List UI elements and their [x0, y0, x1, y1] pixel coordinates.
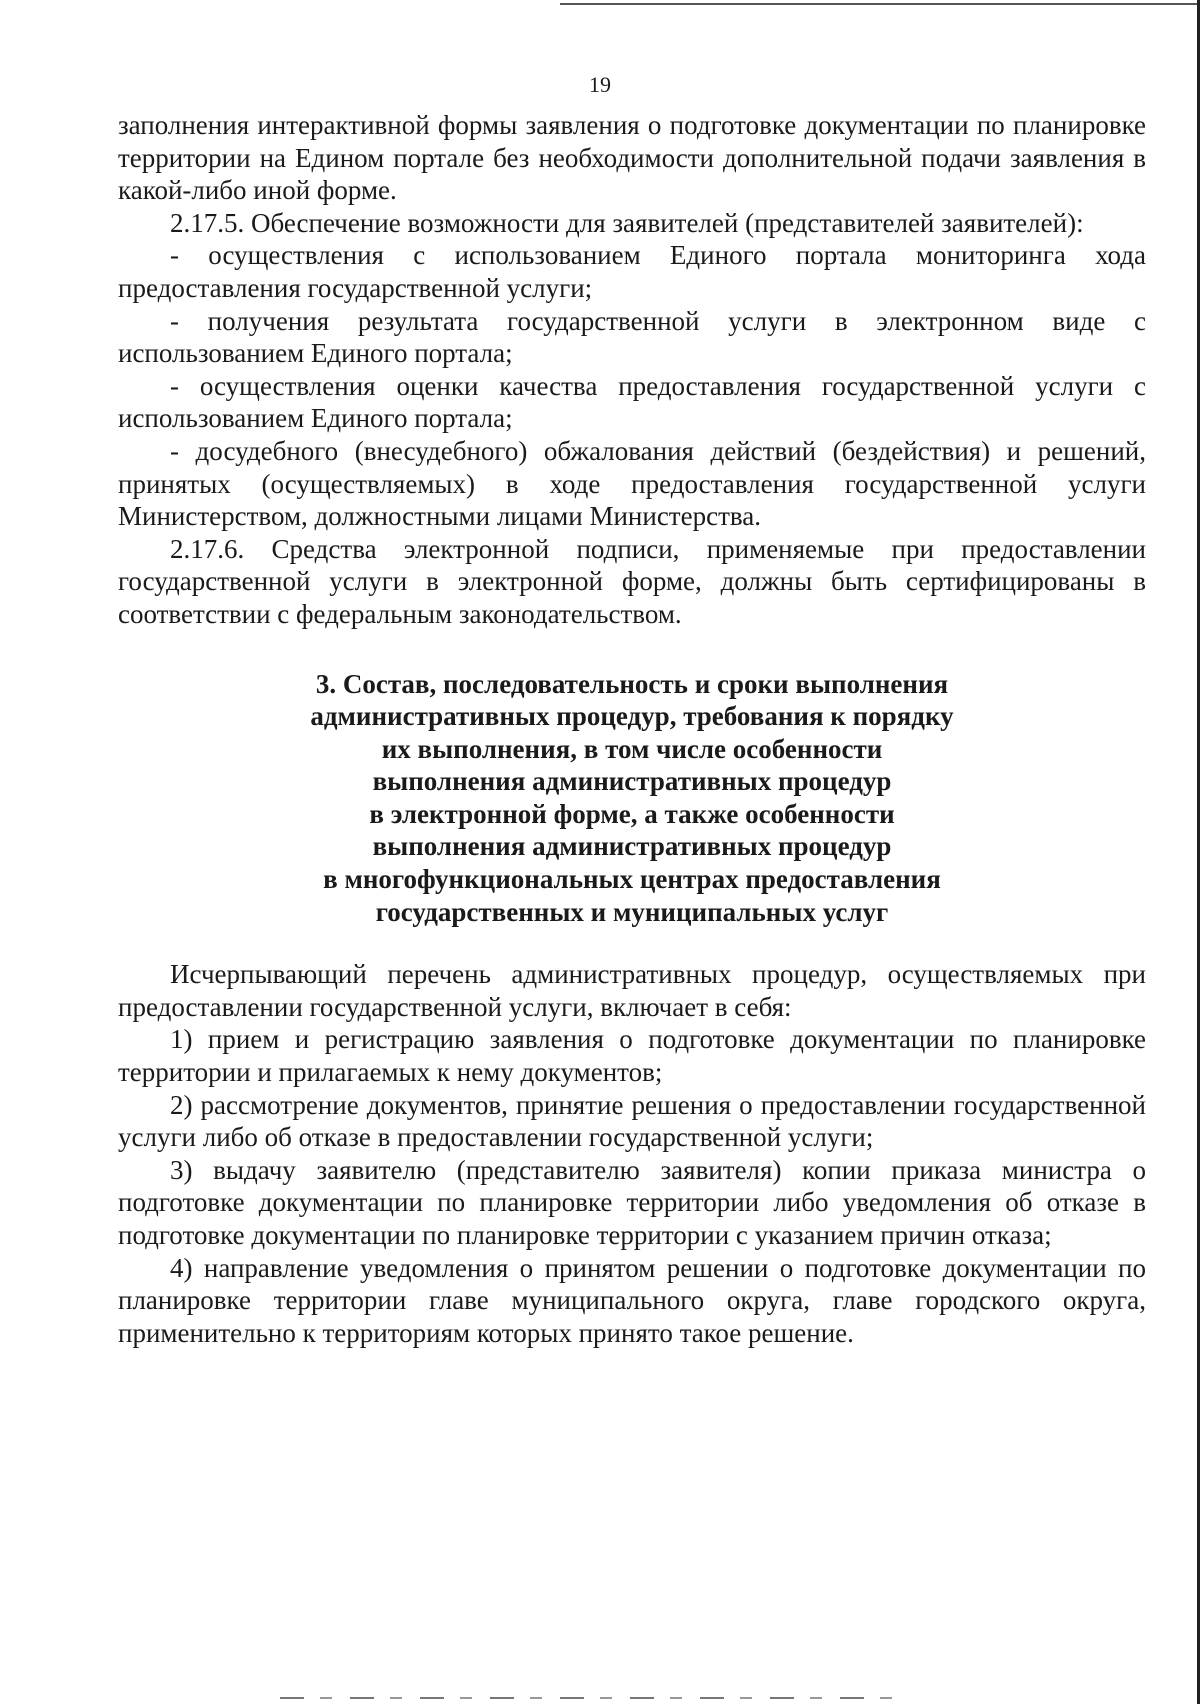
heading-line: административных процедур, требования к порядку — [310, 701, 954, 732]
heading-line: государственных и муниципальных услуг — [375, 896, 889, 927]
paragraph-2-17-6: 2.17.6. Средства электронной подписи, применяемые при предоставлении государственной услуги в электронной форме, должны быть сертифицированы в соответствии с федеральным законодательством. — [118, 533, 1146, 629]
list-item-quality: - осуществления оценки качества предоставления государственной услуги с использованием Единого портала; — [118, 370, 1146, 434]
paragraph-procedures-intro: Исчерпывающий перечень административных процедур, осуществляемых при предоставлении государственной услуги, включает в себя: — [118, 959, 1146, 1022]
list-item-appeal: - досудебного (внесудебного) обжалования действий (бездействия) и решений, принятых (осуществляемых) в ходе предоставления государственной услуги Министерством, должностными лицами Министерства. — [118, 435, 1146, 532]
page-number: 19 — [589, 72, 611, 97]
paragraph-continuation: заполнения интерактивной формы заявления о подготовке документации по планировке территории на Едином портале без необходимости дополнительной подачи заявления в какой-либо иной форме. — [118, 110, 1146, 206]
heading-line: в электронной форме, а также особенности — [369, 798, 895, 829]
list-item-procedure-2: 2) рассмотрение документов, принятие решения о предоставлении государственной услуги либо об отказе в предоставлении государственной услуги; — [118, 1089, 1146, 1153]
heading-line: выполнения административных процедур — [372, 831, 892, 862]
document-body — [118, 109, 1146, 1349]
heading-line: их выполнения, в том числе особенности — [381, 733, 883, 764]
scan-artifact-bottom — [280, 1697, 900, 1699]
heading-line: 3. Состав, последовательность и сроки выполнения — [315, 668, 949, 699]
list-item-procedure-4: 4) направление уведомления о принятом решении о подготовке документации по планировке территории главе муниципального округа, главе городского округа, применительно к территориям которых принято такое решение. — [118, 1252, 1146, 1348]
list-item-procedure-3: 3) выдачу заявителю (представителю заявителя) копии приказа министра о подготовке документации по планировке территории либо уведомления об отказе в подготовке документации по планировке территории с указанием причин отказа; — [118, 1154, 1146, 1250]
scan-artifact-top — [560, 3, 1200, 5]
list-item-procedure-1: 1) прием и регистрацию заявления о подготовке документации по планировке территории и прилагаемых к нему документов; — [118, 1024, 1146, 1088]
spacer — [118, 928, 1146, 958]
paragraph-2-17-5: 2.17.5. Обеспечение возможности для заявителей (представителей заявителей): — [170, 207, 1084, 238]
list-item-monitoring: - осуществления с использованием Единого портала мониторинга хода предоставления государственной услуги; — [118, 240, 1146, 303]
heading-line: выполнения административных процедур — [372, 766, 892, 797]
heading-line: в многофункциональных центрах предоставления — [323, 864, 941, 895]
list-item-result: - получения результата государственной услуги в электронном виде с использованием Единого портала; — [118, 305, 1146, 369]
section-3-heading — [118, 659, 1146, 929]
